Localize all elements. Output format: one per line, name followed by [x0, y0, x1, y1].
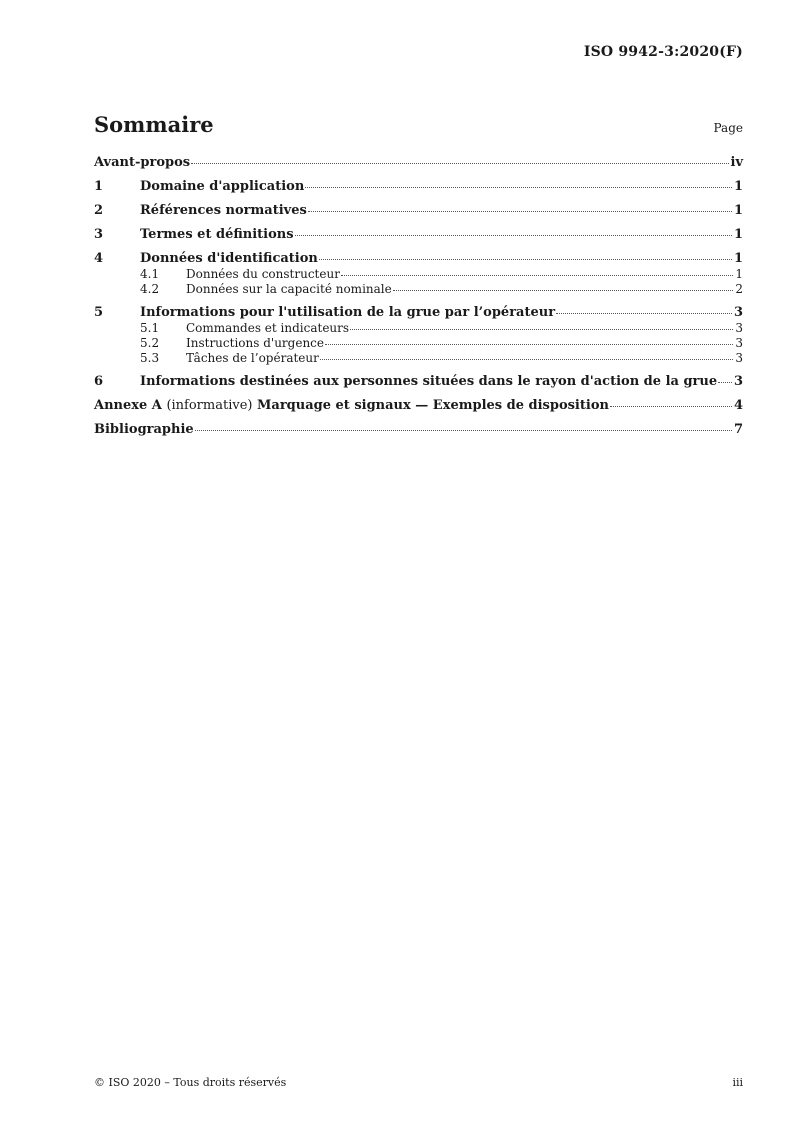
dot-leader [308, 211, 732, 212]
page-number: iii [732, 1076, 743, 1089]
toc-entry-page: 1 [733, 203, 743, 218]
toc-entry-page: 3 [733, 374, 743, 389]
toc-entry-annex-a[interactable] [94, 399, 743, 413]
toc-entry-page: 3 [735, 351, 743, 365]
toc-entry-page: 3 [735, 336, 743, 350]
toc-subentry[interactable] [94, 352, 743, 365]
toc-entry-label: Avant-propos [94, 155, 191, 170]
toc-list [94, 156, 743, 389]
toc-entry-number: 3 [94, 227, 104, 242]
toc-entry-page: 3 [735, 321, 743, 335]
toc-entry-page: 1 [735, 267, 743, 281]
toc-entry-number: 6 [94, 374, 104, 389]
copyright-notice: © ISO 2020 – Tous droits réservés [94, 1076, 287, 1089]
toc-entry-number: 1 [94, 179, 104, 194]
toc-entry-label: Références normatives [140, 203, 307, 218]
toc-subentry[interactable] [94, 322, 743, 335]
toc-entry[interactable] [94, 375, 743, 389]
toc-entry-number: 4.2 [140, 282, 160, 296]
dot-leader [556, 313, 732, 314]
toc-subentry[interactable] [94, 337, 743, 350]
toc-entry-bibliography[interactable] [94, 423, 743, 437]
toc-entry-number: 5.1 [140, 321, 160, 335]
toc-entry-label: Données du constructeur [186, 267, 340, 281]
toc-entry-label: Commandes et indicateurs [186, 321, 350, 335]
dot-leader [325, 344, 733, 345]
toc-entry-label [94, 399, 609, 413]
toc-entry[interactable] [94, 306, 743, 320]
toc-entry-page: 7 [733, 422, 743, 437]
toc-entry-page: 3 [733, 305, 743, 320]
toc-entry-label: Instructions d'urgence [186, 336, 324, 350]
dot-leader [191, 163, 728, 164]
toc-entry-number: 4 [94, 251, 104, 266]
toc-entry[interactable] [94, 204, 743, 218]
toc-entry-label: Domaine d'application [140, 179, 305, 194]
annex-title: Marquage et signaux — Exemples de disposition [257, 398, 609, 413]
document-reference: ISO 9942-3:2020(F) [583, 44, 743, 60]
toc-entry-page: 4 [733, 398, 743, 413]
dot-leader [718, 382, 732, 383]
dot-leader [393, 290, 734, 291]
dot-leader [195, 430, 732, 431]
annex-prefix: Annexe A [94, 398, 162, 413]
toc-entry-label: Données sur la capacité nominale [186, 282, 392, 296]
toc-entry-label: Données d'identification [140, 251, 318, 266]
toc-entry[interactable] [94, 252, 743, 266]
toc-entry-page: 1 [733, 179, 743, 194]
toc-entry[interactable] [94, 228, 743, 242]
toc-entry-label: Informations pour l'utilisation de la grue par l’opérateur [140, 305, 556, 320]
dot-leader [320, 359, 733, 360]
toc-entry-label: Termes et définitions [140, 227, 294, 242]
toc-entry-page: 1 [733, 251, 743, 266]
dot-leader [305, 187, 732, 188]
dot-leader [610, 406, 732, 407]
toc-entry-page: 2 [735, 282, 743, 296]
dot-leader [341, 275, 733, 276]
toc-entry-page: iv [730, 155, 743, 170]
toc-subentry[interactable] [94, 283, 743, 296]
page-column-label: Page [713, 121, 743, 135]
toc-entry-label: Informations destinées aux personnes situées dans le rayon d'action de la grue [140, 374, 718, 389]
toc-title-row [94, 112, 743, 137]
toc-entry-number: 4.1 [140, 267, 160, 281]
toc-entry-label: Bibliographie [94, 422, 194, 437]
page-title: Sommaire [94, 112, 214, 137]
annex-qualifier: (informative) [166, 398, 253, 413]
toc-entry-page: 1 [733, 227, 743, 242]
toc-entry-label: Tâches de l’opérateur [186, 351, 319, 365]
dot-leader [319, 259, 732, 260]
toc-subentry[interactable] [94, 268, 743, 281]
toc-entry[interactable] [94, 156, 743, 170]
toc-entry-number: 5 [94, 305, 104, 320]
dot-leader [350, 329, 733, 330]
page-footer [94, 1076, 743, 1089]
table-of-contents [94, 156, 743, 437]
toc-entry-number: 5.2 [140, 336, 160, 350]
toc-entry-number: 5.3 [140, 351, 160, 365]
dot-leader [295, 235, 732, 236]
toc-entry[interactable] [94, 180, 743, 194]
toc-entry-number: 2 [94, 203, 104, 218]
